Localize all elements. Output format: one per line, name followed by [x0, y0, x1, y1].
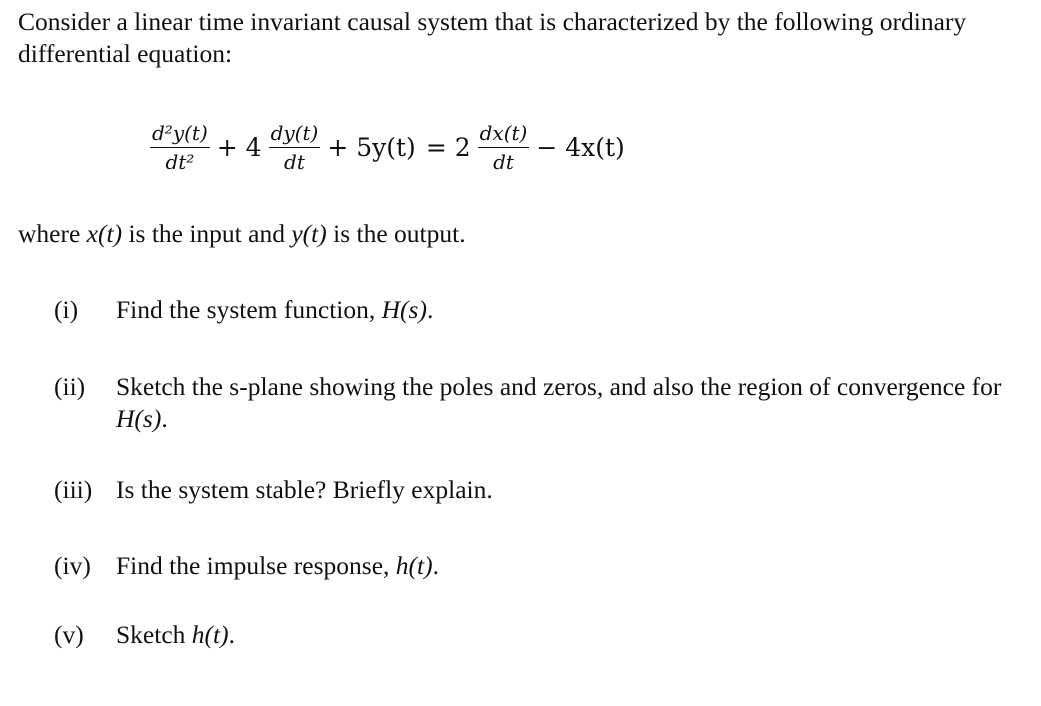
question-number: (iv) [54, 551, 91, 580]
question-text-end: . [432, 551, 439, 580]
question-text-part: Sketch [116, 620, 192, 649]
question-1 [54, 294, 1026, 326]
question-text-end: . [228, 620, 235, 649]
question-number: (iii) [54, 475, 93, 504]
variable-definition [18, 218, 466, 250]
question-number: (v) [54, 620, 84, 649]
fraction-denominator: dt [493, 149, 514, 174]
question-math: h(t) [395, 551, 433, 580]
question-math: H(s) [381, 295, 427, 324]
first-derivative-x-fraction [478, 121, 530, 174]
plus-four-operator: + 4 [216, 132, 262, 162]
minus-four-x-term: − 4x(t) [536, 132, 625, 162]
question-text-end: . [426, 295, 434, 324]
question-text [116, 550, 1026, 582]
where-text-2: is the input and [122, 219, 292, 248]
question-3 [54, 474, 1026, 506]
question-number: (i) [54, 295, 79, 324]
question-text-part: Sketch the s-plane showing the poles and zeros, and also the region of convergence for [116, 372, 1002, 401]
question-5 [54, 619, 1026, 651]
fraction-numerator: dy(t) [269, 121, 321, 148]
where-text-1: where [18, 219, 87, 248]
question-2 [54, 371, 1026, 435]
fraction-denominator: dt [284, 149, 305, 174]
five-y-term: + 5y(t) [327, 132, 416, 162]
differential-equation [148, 112, 630, 182]
fraction-denominator: dt² [165, 149, 195, 174]
problem-intro: Consider a linear time invariant causal system that is characterized by the following ordinary differential equation: [18, 7, 967, 68]
where-text-3: is the output. [326, 219, 466, 248]
question-4 [54, 550, 1026, 582]
output-symbol: y(t) [291, 219, 327, 248]
question-text-part: Find the impulse response, [116, 551, 396, 580]
question-text [116, 371, 1026, 435]
question-text-part: Find the system function, [116, 295, 382, 324]
fraction-numerator: dx(t) [478, 121, 530, 148]
question-text-part: Is the system stable? Briefly explain. [116, 475, 493, 504]
fraction-numerator: d²y(t) [150, 121, 210, 148]
question-number: (ii) [54, 372, 86, 401]
second-derivative-y-fraction [150, 121, 210, 174]
question-math: h(t) [191, 620, 229, 649]
question-text [116, 619, 1026, 651]
question-text-end: . [161, 404, 168, 433]
equals-two-operator: = 2 [425, 132, 471, 162]
question-math: H(s) [116, 404, 162, 433]
first-derivative-y-fraction [269, 121, 321, 174]
question-text [116, 294, 1026, 326]
input-symbol: x(t) [86, 219, 123, 248]
question-text [116, 474, 1026, 506]
